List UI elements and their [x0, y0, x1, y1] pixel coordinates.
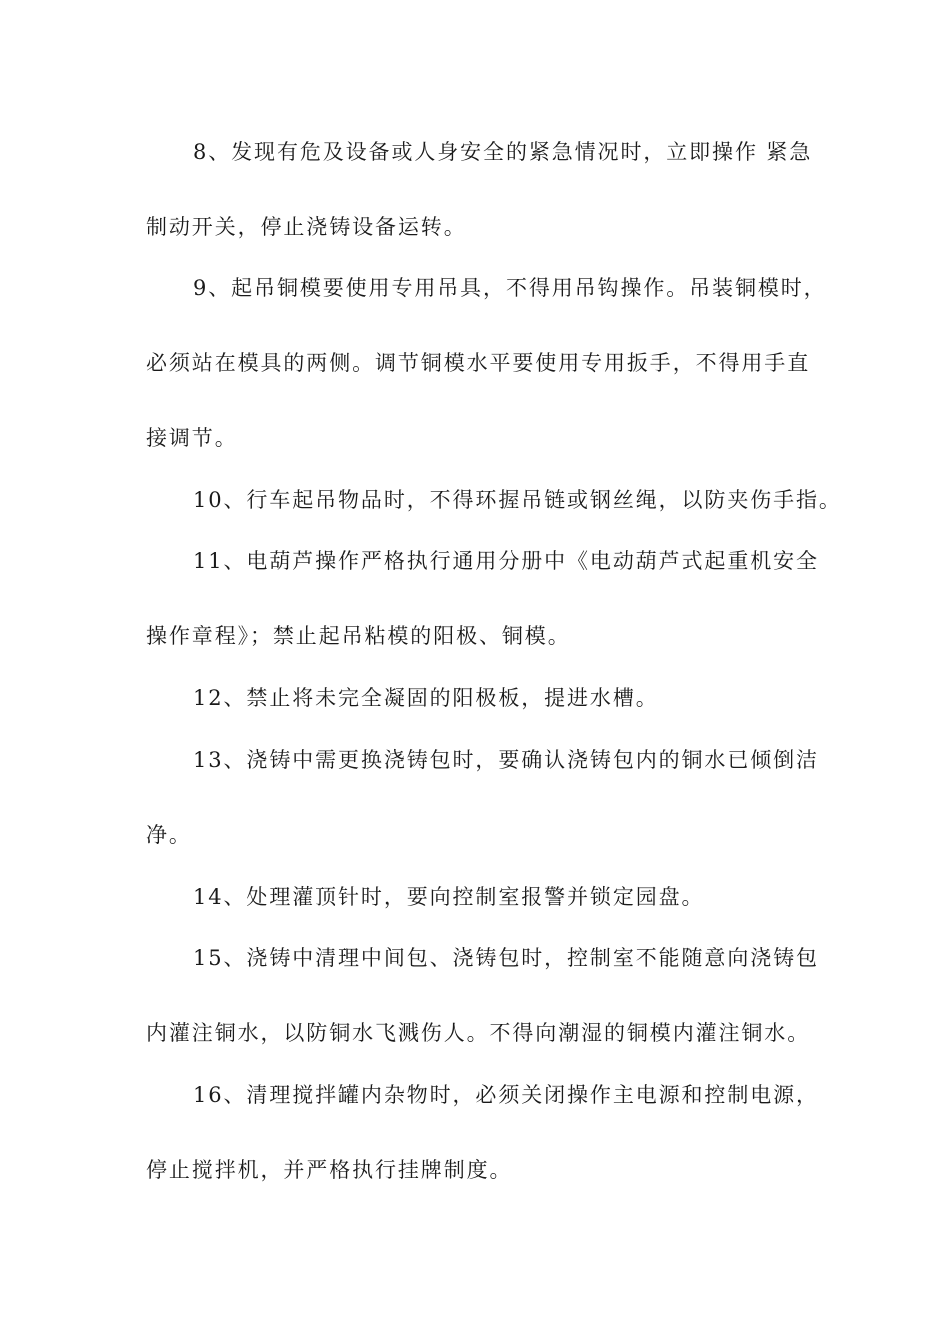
item-9-line-1: 9、起吊铜模要使用专用吊具，不得用吊钩操作。吊装铜模时， [193, 276, 827, 300]
item-15-line-2: 内灌注铜水，以防铜水飞溅伤人。不得向潮湿的铜模内灌注铜水。 [146, 1021, 811, 1045]
item-13-line-2: 净。 [146, 823, 192, 847]
item-11-line-1: 11、电葫芦操作严格执行通用分册中《电动葫芦式起重机安全 [193, 549, 819, 573]
item-8-line-1: 8、发现有危及设备或人身安全的紧急情况时，立即操作 紧急 [193, 140, 813, 164]
item-13-line-1: 13、浇铸中需更换浇铸包时，要确认浇铸包内的铜水已倾倒洁 [193, 748, 819, 772]
item-16-line-2: 停止搅拌机，并严格执行挂牌制度。 [146, 1158, 513, 1182]
item-16-line-1: 16、清理搅拌罐内杂物时，必须关闭操作主电源和控制电源， [193, 1083, 819, 1107]
item-9-line-2: 必须站在模具的两侧。调节铜模水平要使用专用扳手，不得用手直 [146, 351, 811, 375]
item-9-line-3: 接调节。 [146, 426, 238, 450]
item-8-line-2: 制动开关，停止浇铸设备运转。 [146, 215, 467, 239]
item-10-line-1: 10、行车起吊物品时，不得环握吊链或钢丝绳，以防夹伤手指。 [193, 488, 842, 512]
item-11-line-2: 操作章程》；禁止起吊粘模的阳极、铜模。 [146, 624, 571, 648]
item-12-line-1: 12、禁止将未完全凝固的阳极板，提进水槽。 [193, 686, 659, 710]
item-15-line-1: 15、浇铸中清理中间包、浇铸包时，控制室不能随意向浇铸包 [193, 946, 819, 970]
item-14-line-1: 14、处理灌顶针时，要向控制室报警并锁定园盘。 [193, 885, 705, 909]
